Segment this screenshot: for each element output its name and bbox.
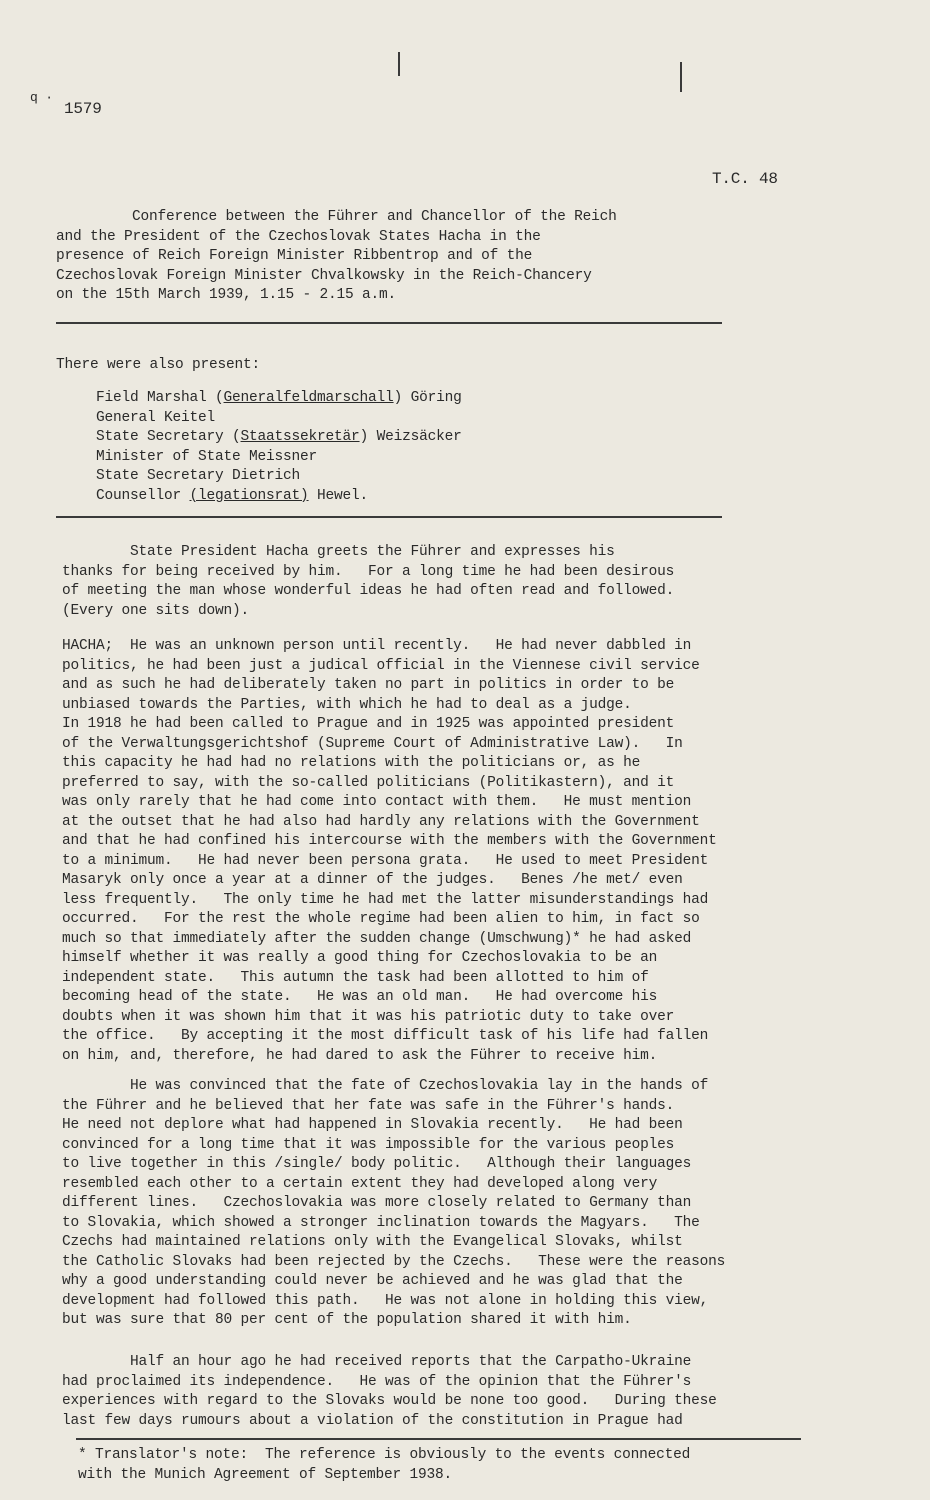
text-line: Half an hour ago he had received reports that the Carpatho-Ukraine (62, 1354, 692, 1370)
title-line: and the President of the Czechoslovak States Hacha in the (56, 228, 541, 245)
title-line: presence of Reich Foreign Minister Ribbentrop and of the (56, 248, 533, 264)
text-line: He need not deplore what had happened in Slovakia recently. He had been (62, 1117, 683, 1133)
text-line: politics, he had been just a judical official in the Viennese civil service (62, 657, 700, 674)
text-line: of meeting the man whose wonderful ideas he had often read and followed. (62, 583, 675, 599)
text-line: and as such he had deliberately taken no part in politics in order to be (62, 677, 675, 693)
text-line: less frequently. The only time he had met the latter misunderstandings had (62, 891, 709, 908)
attendee: General Keitel (96, 409, 216, 426)
text-line: Masaryk only once a year at a dinner of the judges. Benes /he met/ even (62, 872, 683, 888)
document-title (56, 208, 617, 306)
paragraph-hacha (62, 637, 717, 1066)
text-line: thanks for being received by him. For a long time he had been desirous (62, 563, 675, 580)
text-line: In 1918 he had been called to Prague and in 1925 was appointed president (62, 716, 675, 732)
title-line: on the 15th March 1939, 1.15 - 2.15 a.m. (56, 287, 397, 303)
binding-mark-left (398, 52, 400, 76)
paragraph-convinced (62, 1077, 725, 1331)
text-line: Czechs had maintained relations only with the Evangelical Slovaks, whilst (62, 1234, 683, 1250)
text-line: resembled each other to a certain extent they had developed along very (62, 1175, 658, 1192)
footnote (78, 1446, 690, 1485)
text-line: to Slovakia, which showed a stronger inclination towards the Magyars. The (62, 1214, 700, 1231)
title-line: Czechoslovak Foreign Minister Chvalkowsky in the Reich-Chancery (56, 267, 592, 284)
footnote-line: * Translator's note: The reference is obviously to the events connected (78, 1447, 691, 1463)
attendee: Field Marshal (Generalfeldmarschall) Göring (96, 390, 462, 406)
corner-mark: q · (30, 90, 53, 105)
text-line: to live together in this /single/ body politic. Although their languages (62, 1156, 692, 1172)
text-line: last few days rumours about a violation of the constitution in Prague had (62, 1412, 683, 1429)
text-line: the Führer and he believed that her fate was safe in the Führer's hands. (62, 1097, 675, 1114)
text-line: experiences with regard to the Slovaks would be none too good. During these (62, 1393, 717, 1409)
page-number: 1579 (64, 100, 102, 118)
text-line: on him, and, therefore, he had dared to ask the Führer to receive him. (62, 1047, 658, 1064)
text-line: this capacity he had had no relations with the politicians or, as he (62, 755, 641, 771)
footnote-divider (76, 1438, 801, 1440)
text-line: different lines. Czechoslovakia was more closely related to Germany than (62, 1195, 692, 1211)
text-line: the office. By accepting it the most difficult task of his life had fallen (62, 1028, 709, 1044)
text-line: occurred. For the rest the whole regime had been alien to him, in fact so (62, 911, 700, 927)
document-reference: T.C. 48 (712, 170, 778, 188)
paragraph-half-hour (62, 1353, 717, 1431)
text-line: and that he had confined his intercourse with the members with the Government (62, 833, 717, 849)
attendee: Minister of State Meissner (96, 448, 318, 465)
attendee: State Secretary (Staatssekretär) Weizsäcker (96, 429, 462, 445)
text-line: HACHA; He was an unknown person until recently. He had never dabbled in (62, 638, 692, 654)
title-divider (56, 322, 722, 324)
text-line: State President Hacha greets the Führer and expresses his (62, 544, 615, 560)
paragraph-intro (62, 543, 674, 621)
attendees-divider (56, 516, 722, 518)
binding-mark-right (680, 62, 682, 92)
text-line: development had followed this path. He was not alone in holding this view, (62, 1292, 709, 1309)
text-line: convinced for a long time that it was impossible for the various peoples (62, 1136, 675, 1153)
text-line: He was convinced that the fate of Czechoslovakia lay in the hands of (62, 1078, 709, 1094)
text-line: was only rarely that he had come into contact with them. He must mention (62, 794, 692, 810)
attendee: Counsellor (legationsrat) Hewel. (96, 487, 369, 504)
text-line: to a minimum. He had never been persona grata. He used to meet President (62, 852, 709, 869)
text-line: the Catholic Slovaks had been rejected by the Czechs. These were the reasons (62, 1253, 726, 1270)
present-heading: There were also present: (56, 357, 261, 373)
attendee-list (96, 389, 462, 506)
text-line: why a good understanding could never be achieved and he was glad that the (62, 1273, 683, 1289)
text-line: (Every one sits down). (62, 602, 250, 619)
text-line: preferred to say, with the so-called politicians (Politikastern), and it (62, 774, 675, 791)
footnote-line: with the Munich Agreement of September 1938. (78, 1466, 453, 1483)
text-line: of the Verwaltungsgerichtshof (Supreme Court of Administrative Law). In (62, 735, 683, 752)
attendee: State Secretary Dietrich (96, 468, 301, 484)
text-line: doubts when it was shown him that it was his patriotic duty to take over (62, 1008, 675, 1025)
text-line: becoming head of the state. He was an old man. He had overcome his (62, 989, 658, 1005)
text-line: but was sure that 80 per cent of the population shared it with him. (62, 1312, 632, 1328)
text-line: unbiased towards the Parties, with which he had to deal as a judge. (62, 696, 632, 713)
text-line: much so that immediately after the sudden change (Umschwung)* he had asked (62, 930, 692, 947)
text-line: independent state. This autumn the task had been allotted to him of (62, 969, 649, 986)
text-line: at the outset that he had also had hardly any relations with the Government (62, 813, 700, 830)
title-line: Conference between the Führer and Chancellor of the Reich (132, 209, 617, 225)
text-line: had proclaimed its independence. He was of the opinion that the Führer's (62, 1373, 692, 1390)
text-line: himself whether it was really a good thing for Czechoslovakia to be an (62, 950, 658, 966)
